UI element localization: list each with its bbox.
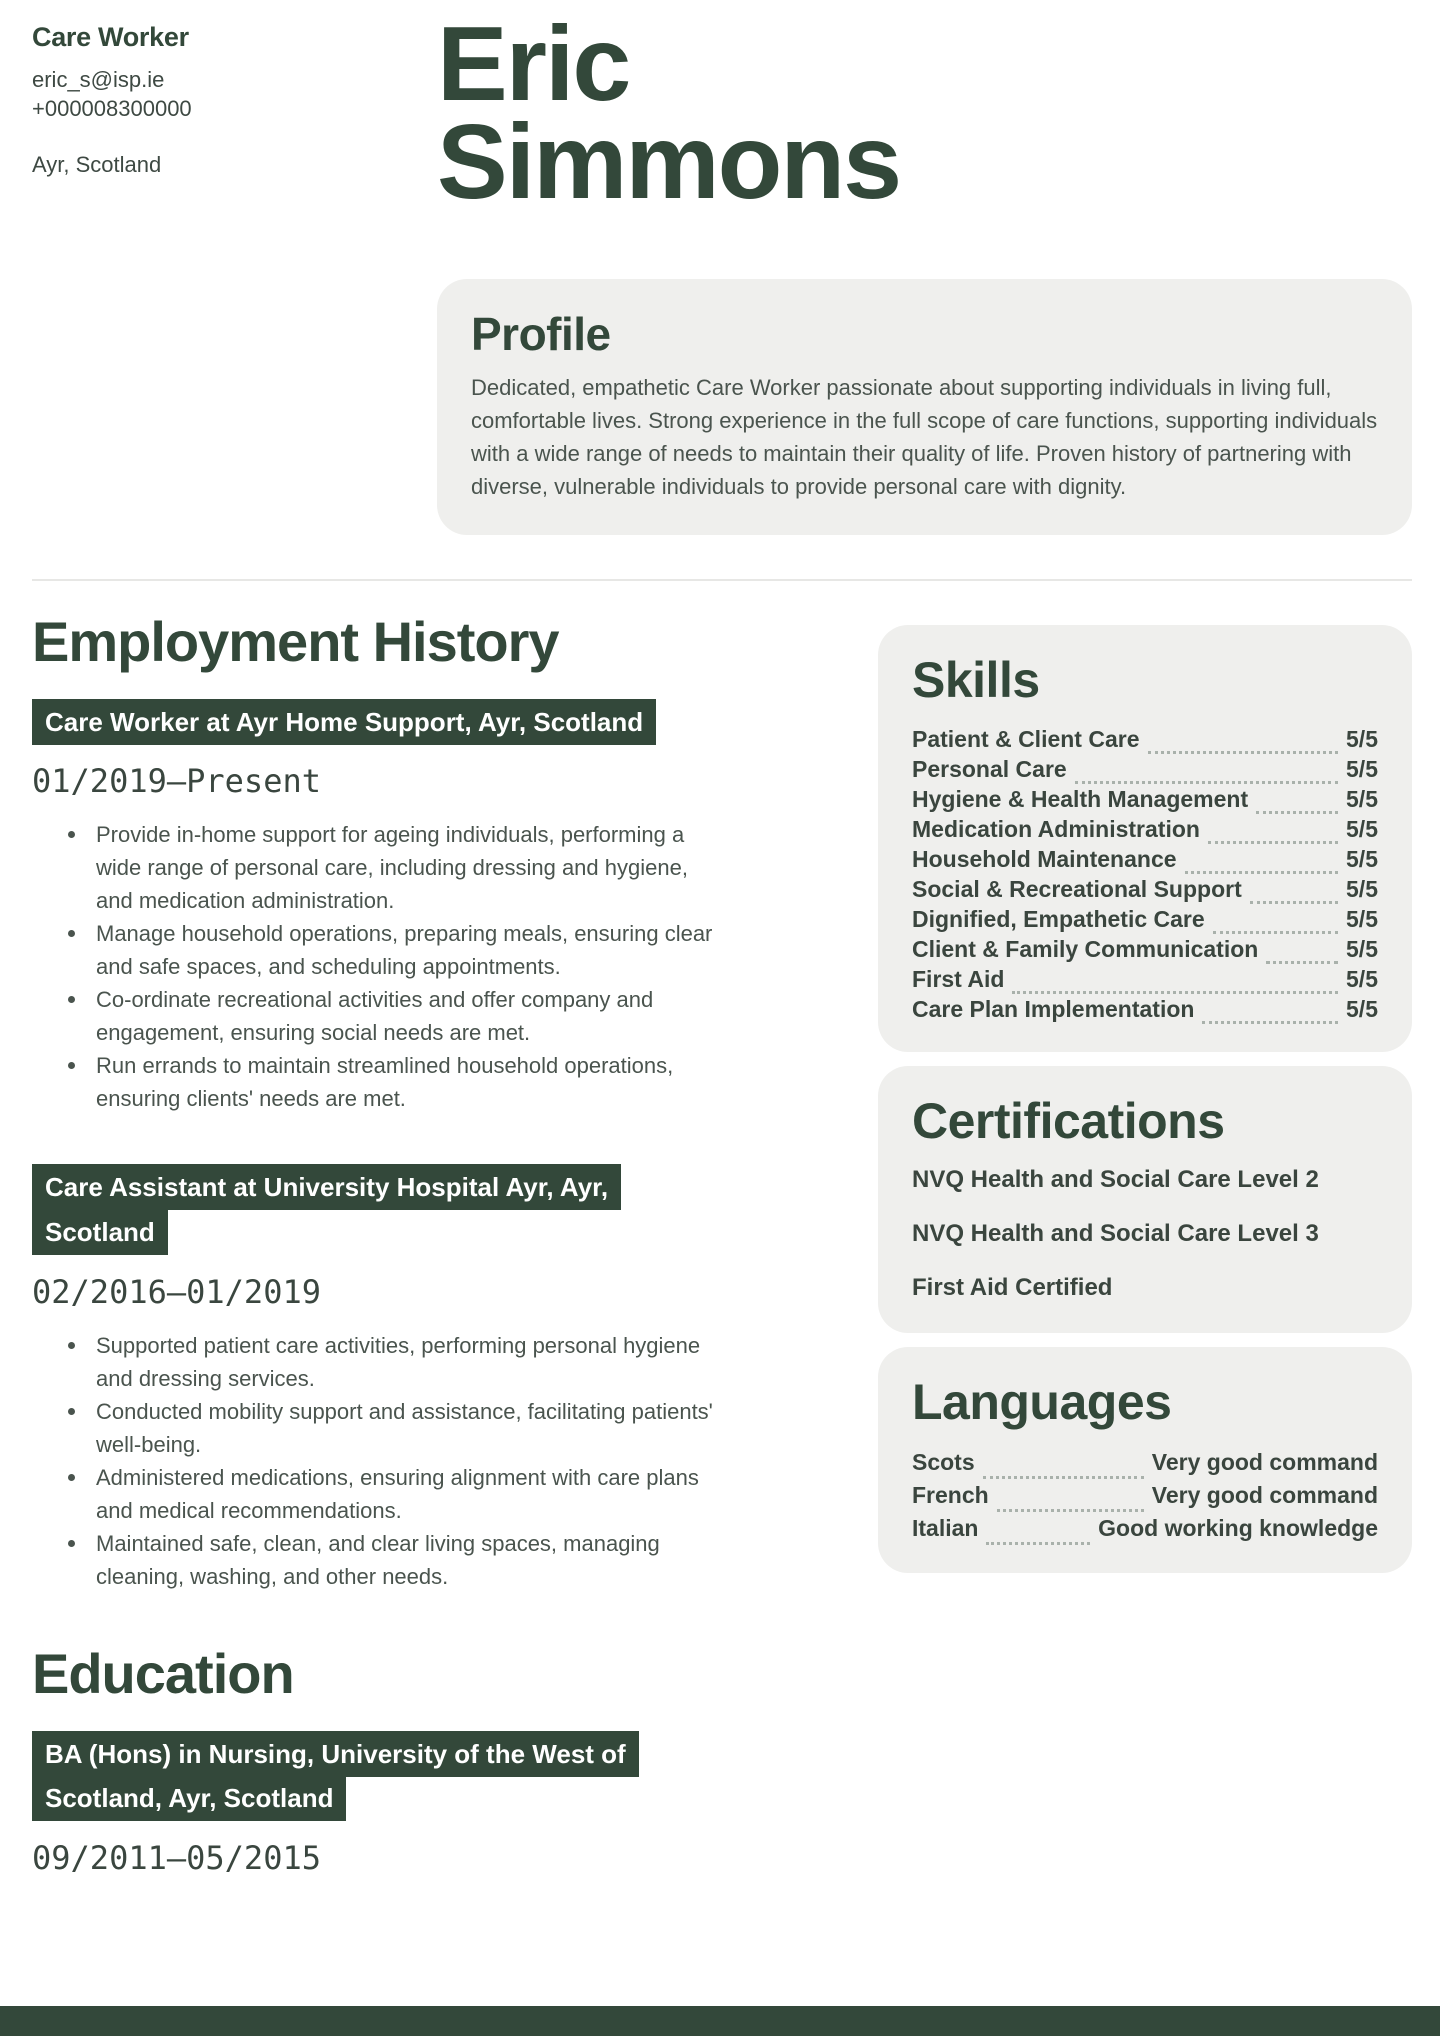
job-bullet: Provide in-home support for ageing individuals, performing a wide range of personal care, including dressing and hygiene, and medication administration.	[96, 818, 722, 917]
skill-label: Household Maintenance	[912, 846, 1177, 873]
skill-label: Patient & Client Care	[912, 726, 1140, 753]
skill-row	[912, 874, 1378, 904]
education-title-highlight: BA (Hons) in Nursing, University of the West of Scotland, Ayr, Scotland	[32, 1731, 639, 1822]
dotted-leader	[1012, 986, 1338, 994]
dotted-leader	[1266, 956, 1338, 964]
certification-item: NVQ Health and Social Care Level 3	[912, 1220, 1319, 1248]
language-name: Italian	[912, 1515, 979, 1542]
skill-label: Client & Family Communication	[912, 936, 1259, 963]
skill-row	[912, 814, 1378, 844]
job-bullet: Administered medications, ensuring alignment with care plans and medical recommendations.	[96, 1461, 722, 1527]
education-title-line	[32, 1732, 722, 1821]
job-bullet: Maintained safe, clean, and clear living spaces, managing cleaning, washing, and other needs.	[96, 1527, 722, 1593]
skill-level: 5/5	[1346, 936, 1378, 963]
content-columns	[0, 611, 1440, 1877]
job-title-line	[32, 1165, 722, 1254]
footer-accent-bar	[0, 2006, 1440, 2036]
dotted-leader	[1185, 866, 1338, 874]
skill-level: 5/5	[1346, 786, 1378, 813]
job-bullet: Supported patient care activities, performing personal hygiene and dressing services.	[96, 1329, 722, 1395]
job-dates: 02/2016—01/2019	[32, 1272, 321, 1311]
education-heading: Education	[32, 1641, 294, 1705]
resume-header	[0, 0, 1440, 535]
contact-block	[32, 22, 362, 179]
job-role-label: Care Worker	[32, 22, 189, 52]
job-bullet: Conducted mobility support and assistance, facilitating patients' well-being.	[96, 1395, 722, 1461]
skill-label: Personal Care	[912, 756, 1067, 783]
certification-item: First Aid Certified	[912, 1274, 1113, 1302]
skill-level: 5/5	[1346, 906, 1378, 933]
job-dates: 01/2019—Present	[32, 762, 321, 801]
skill-row	[912, 754, 1378, 784]
job-bullet-list	[32, 1329, 722, 1593]
language-row	[912, 1446, 1378, 1479]
skill-level: 5/5	[1346, 816, 1378, 843]
skill-level: 5/5	[1346, 966, 1378, 993]
skill-label: Care Plan Implementation	[912, 996, 1195, 1023]
skill-label: Hygiene & Health Management	[912, 786, 1249, 813]
job-bullet: Run errands to maintain streamlined household operations, ensuring clients' needs are met.	[96, 1049, 722, 1115]
job-bullet: Manage household operations, preparing meals, ensuring clear and safe spaces, and scheduling appointments.	[96, 917, 722, 983]
person-first-name: Eric	[437, 5, 630, 123]
dotted-leader	[1075, 776, 1338, 784]
job-title-highlight: Care Worker at Ayr Home Support, Ayr, Scotland	[32, 699, 656, 745]
skill-label: Medication Administration	[912, 816, 1200, 843]
skill-level: 5/5	[1346, 846, 1378, 873]
skills-card	[878, 625, 1412, 1052]
certifications-heading: Certifications	[912, 1093, 1225, 1150]
person-name	[437, 5, 1412, 221]
job-entry	[32, 1165, 722, 1592]
skill-level: 5/5	[1346, 756, 1378, 783]
dotted-leader	[986, 1537, 1090, 1545]
dotted-leader	[983, 1471, 1144, 1479]
job-title-line	[32, 700, 722, 745]
language-row	[912, 1479, 1378, 1512]
dotted-leader	[1148, 746, 1339, 754]
job-bullet: Co-ordinate recreational activities and offer company and engagement, ensuring social needs are met.	[96, 983, 722, 1049]
language-level: Good working knowledge	[1098, 1515, 1378, 1542]
skill-level: 5/5	[1346, 726, 1378, 753]
email-text: eric_s@isp.ie	[32, 67, 165, 92]
education-entry	[32, 1732, 722, 1877]
profile-heading: Profile	[471, 308, 611, 361]
skill-row	[912, 964, 1378, 994]
education-dates: 09/2011—05/2015	[32, 1839, 321, 1878]
language-level: Very good command	[1151, 1482, 1378, 1509]
dotted-leader	[1208, 836, 1338, 844]
dotted-leader	[1250, 896, 1338, 904]
skills-heading: Skills	[912, 652, 1040, 709]
profile-summary-text: Dedicated, empathetic Care Worker passionate about supporting individuals in living full, comfortable lives. Strong experience in the full scope of care functions, supporting individuals with a wide range of needs to maintain their quality of life. Proven history of partnering with diverse, vulnerable individuals to provide personal care with dignity.	[471, 375, 1378, 500]
job-bullet-list	[32, 818, 722, 1115]
languages-heading: Languages	[912, 1374, 1172, 1431]
header-divider	[32, 579, 1412, 581]
dotted-leader	[1213, 926, 1338, 934]
certification-item: NVQ Health and Social Care Level 2	[912, 1166, 1319, 1194]
language-name: French	[912, 1482, 989, 1509]
language-level: Very good command	[1151, 1449, 1378, 1476]
phone-text: +000008300000	[32, 96, 192, 121]
skill-label: Dignified, Empathetic Care	[912, 906, 1205, 933]
certifications-card	[878, 1066, 1412, 1333]
skill-row	[912, 934, 1378, 964]
dotted-leader	[1256, 806, 1338, 814]
job-title-highlight: Care Assistant at University Hospital Ayr, Ayr, Scotland	[32, 1164, 621, 1255]
skill-row	[912, 724, 1378, 754]
employment-history-heading: Employment History	[32, 610, 559, 674]
job-entry	[32, 700, 722, 1116]
skill-level: 5/5	[1346, 996, 1378, 1023]
language-name: Scots	[912, 1449, 975, 1476]
profile-card	[437, 279, 1412, 535]
skill-label: Social & Recreational Support	[912, 876, 1242, 903]
skill-row	[912, 844, 1378, 874]
language-row	[912, 1512, 1378, 1545]
skill-row	[912, 784, 1378, 814]
name-and-profile-column	[437, 5, 1412, 535]
skill-level: 5/5	[1346, 876, 1378, 903]
skill-row	[912, 994, 1378, 1024]
main-column	[32, 611, 722, 1877]
dotted-leader	[1202, 1016, 1338, 1024]
person-last-name: Simmons	[437, 102, 901, 221]
sidebar-column	[878, 625, 1412, 1877]
languages-card	[878, 1347, 1412, 1573]
dotted-leader	[997, 1504, 1144, 1512]
skill-row	[912, 904, 1378, 934]
skill-label: First Aid	[912, 966, 1005, 993]
location-text: Ayr, Scotland	[32, 152, 162, 177]
